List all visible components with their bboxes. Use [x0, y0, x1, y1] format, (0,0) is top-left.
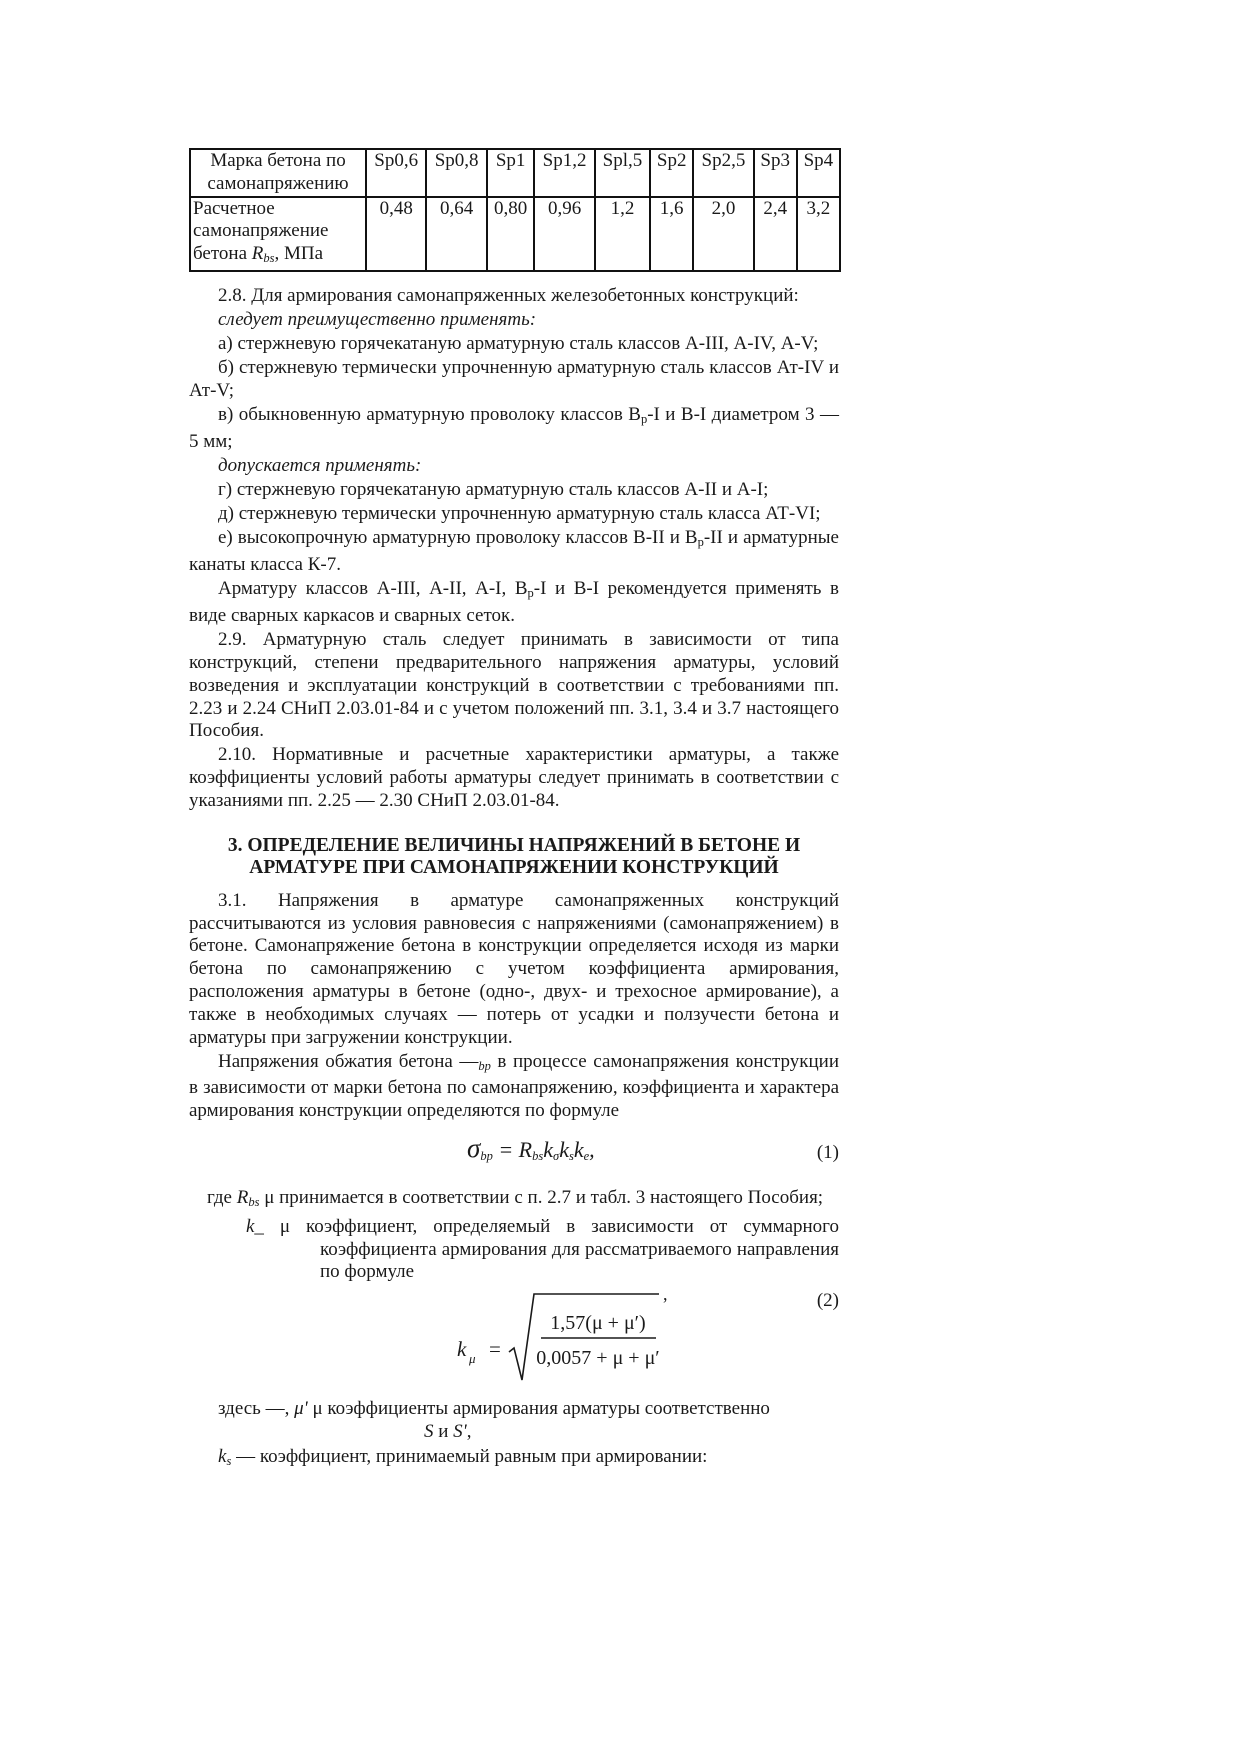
text: , [589, 1137, 595, 1163]
list-item-e [189, 527, 839, 577]
formula-1-expression [467, 1133, 595, 1168]
variable: S' [453, 1421, 467, 1443]
subscript: bs [248, 1195, 260, 1210]
subscript: e [583, 1149, 590, 1164]
table-cell-value: 1,6 [650, 197, 693, 271]
table-cell-grade: Sp0,6 [366, 149, 426, 197]
here-mu-line2 [189, 1421, 839, 1444]
concrete-grade-table [189, 148, 841, 272]
formula-2-lhs: k [457, 1337, 467, 1362]
text: Арматуру классов А-III, А-II, А-I, В [218, 578, 528, 600]
table-cell-value: 0,48 [366, 197, 426, 271]
text: Напряжения обжатия бетона — [218, 1050, 479, 1072]
row-label-text: Расчетное самонапряжение бетона [193, 197, 329, 265]
text: k [543, 1137, 554, 1163]
text: , [466, 1421, 472, 1443]
table-cell-value: 0,64 [426, 197, 486, 271]
table-row-values [190, 197, 840, 271]
subscript: р [697, 535, 704, 550]
row-label-sub: bs [263, 251, 275, 266]
heading-line-1: 3. ОПРЕДЕЛЕНИЕ ВЕЛИЧИНЫ НАПРЯЖЕНИЙ В БЕТОНЕ И [227, 834, 801, 856]
formula-2-graphic [457, 1284, 719, 1388]
table-cell-value: 1,2 [595, 197, 650, 271]
paragraph-compression [189, 1051, 839, 1123]
text: μ коэффициент, определяемый в зависимости от суммарного коэффициента армирования для рассматриваемого направления по формуле [263, 1215, 839, 1283]
table-header-label: Марка бетона по самонапряжению [190, 149, 366, 197]
here-mu [189, 1398, 839, 1421]
subscript: р [640, 412, 648, 427]
subscript: bp [480, 1149, 493, 1164]
text: -I и В-I диаметром 3 — 5 мм; [189, 404, 839, 452]
table-cell-grade: Sp1 [487, 149, 535, 197]
list-item-b: б) стержневую термически упрочненную арматурную сталь классов Ат-IV и Ат-V; [189, 357, 839, 402]
list-item-g: г) стержневую горячекатаную арматурную сталь классов А-II и А-I; [218, 479, 769, 501]
subscript: s [226, 1453, 232, 1468]
table-cell-value: 3,2 [797, 197, 840, 271]
variable: R [236, 1187, 249, 1209]
paragraph-allowed: допускается применять: [218, 455, 422, 477]
table-cell-value: 2,4 [754, 197, 797, 271]
variable: k_ [246, 1215, 264, 1237]
paragraph-2-9: 2.9. Арматурную сталь следует принимать в зависимости от типа конструкций, степени предварительного напряжения арматуры, условий возведения и эксплуатации конструкций в соответствии с требованиями пп. 2.23 и 2.24 СНиП 2.03.01-84 и с учетом положений пп. 3.1, 3.4 и 3.7 настоящего Пособия. [189, 629, 839, 742]
formula-2-numerator: 1,57(μ + μ′) [550, 1312, 646, 1335]
ks-definition [189, 1446, 839, 1473]
variable: k [218, 1445, 227, 1467]
list-item-a: а) стержневую горячекатаную арматурную сталь классов А-III, А-IV, А-V; [218, 333, 819, 355]
row-label-unit: , МПа [274, 243, 324, 265]
text: k [573, 1137, 584, 1163]
table-cell-grade: Sp0,8 [426, 149, 486, 197]
row-label-var: R [251, 243, 264, 265]
subscript: bp [478, 1058, 491, 1073]
text: в процессе самонапряжения конструкции в зависимости от марки бетона по самонапряжению, коэффициента и характера армирования конструкции определяются по формуле [189, 1050, 839, 1122]
subscript: р [527, 586, 534, 601]
table-cell-grade: Sp2 [650, 149, 693, 197]
table-cell-grade: Sp1,2 [534, 149, 594, 197]
formula-1-number: (1) [816, 1142, 839, 1164]
paragraph-should-use: следует преимущественно применять: [218, 309, 537, 331]
text: в) обыкновенную арматурную проволоку классов В [218, 404, 641, 426]
text: μ коэффициенты армирования арматуры соответственно [307, 1398, 770, 1420]
where-rbs [189, 1187, 839, 1214]
table-row-grades [190, 149, 840, 197]
variable: μ' [294, 1398, 308, 1420]
text: где [207, 1187, 237, 1209]
sigma-symbol: σ [467, 1133, 481, 1164]
formula-2-lhs-sub: μ [469, 1351, 476, 1367]
text: k [559, 1137, 569, 1163]
formula-2-comma: , [663, 1284, 668, 1305]
subscript: bs [532, 1149, 544, 1164]
text: -I и В-I рекомендуется применять в виде сварных каркасов и сварных сеток. [189, 578, 839, 627]
heading-line-2: АРМАТУРЕ ПРИ САМОНАПРЯЖЕНИИ КОНСТРУКЦИЙ [249, 857, 779, 879]
table-cell-value: 0,80 [487, 197, 535, 271]
text: μ принимается в соответствии с п. 2.7 и табл. 3 настоящего Пособия; [259, 1187, 824, 1209]
formula-2 [189, 1284, 839, 1388]
formula-2-equals: = [489, 1337, 501, 1362]
text: — коэффициент, принимаемый равным при армировании: [231, 1445, 708, 1467]
table-cell-value: 2,0 [693, 197, 753, 271]
paragraph-3-1: 3.1. Напряжения в арматуре самонапряженных конструкций рассчитываются из условия равновесия с напряжениями (самонапряжением) в бетоне. Самонапряжение бетона в конструкции определяется исходя из марки бетона по самонапряжению с учетом коэффициента армирования, расположения арматуры в бетоне (одно-, двух- и трехосное армирование), а также в необходимых случаях — потерь от усадки и ползучести бетона и арматуры при загружении конструкции. [189, 889, 839, 1048]
text: и [433, 1421, 454, 1443]
table-cell-grade: Spl,5 [595, 149, 650, 197]
table-cell-grade: Sp4 [797, 149, 840, 197]
table-cell-value: 0,96 [534, 197, 594, 271]
list-item-d: д) стержневую термически упрочненную арматурную сталь класса АТ-VI; [218, 503, 821, 525]
text: = R [492, 1137, 533, 1163]
subscript: s [568, 1149, 574, 1164]
formula-1 [189, 1133, 839, 1173]
where-k [189, 1216, 839, 1284]
variable: S [424, 1421, 434, 1443]
formula-2-denominator: 0,0057 + μ + μ′ [536, 1347, 660, 1370]
paragraph-2-8: 2.8. Для армирования самонапряженных железобетонных конструкций: [218, 284, 799, 306]
section-3-heading [189, 835, 839, 880]
table-cell-grade: Sp3 [754, 149, 797, 197]
table-row-label [190, 197, 366, 271]
text: здесь —, [218, 1398, 295, 1420]
text: е) высокопрочную арматурную проволоку классов В-II и В [218, 527, 698, 549]
paragraph-2-10: 2.10. Нормативные и расчетные характеристики арматуры, а также коэффициенты условий работы арматуры следует принимать в соответствии с указаниями пп. 2.25 — 2.30 СНиП 2.03.01-84. [189, 744, 839, 811]
table-cell-grade: Sp2,5 [693, 149, 753, 197]
text: -II и арматурные канаты класса К-7. [189, 527, 839, 576]
list-item-v [189, 404, 839, 454]
subscript: σ [553, 1149, 560, 1164]
formula-2-number: (2) [816, 1290, 839, 1312]
paragraph-recommend [189, 578, 839, 628]
page-content [189, 148, 839, 1473]
